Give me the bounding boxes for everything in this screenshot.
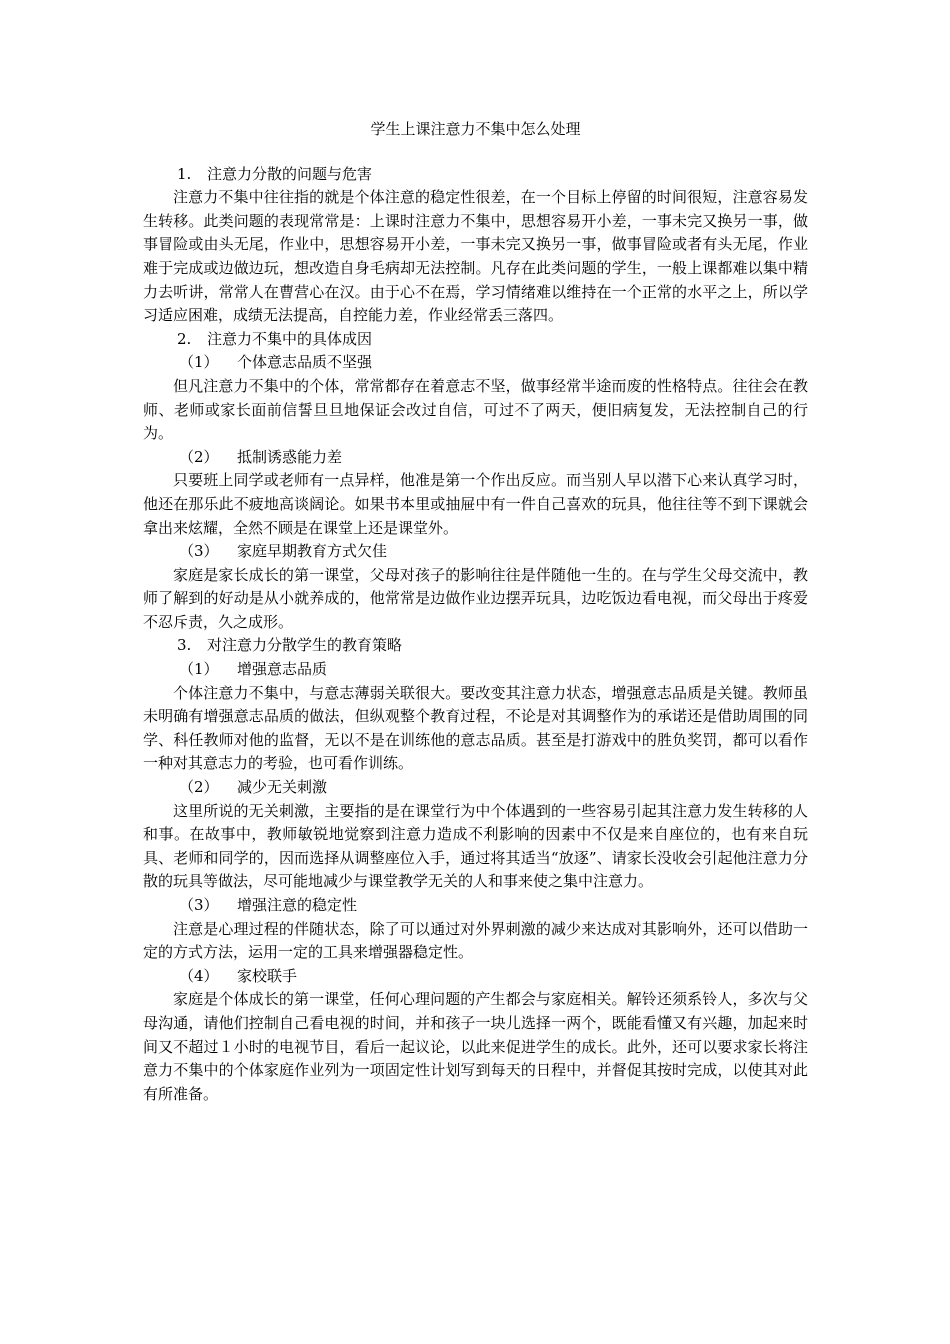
section-3-heading (143, 634, 808, 658)
subsection-heading (143, 351, 808, 375)
paragraph: 个体注意力不集中，与意志薄弱关联很大。要改变其注意力状态，增强意志品质是关键。教师虽未明确有增强意志品质的做法，但纵观整个教育过程，不论是对其调整作为的承诺还是借助周围的同学、科任教师对他的监督，无以不是在训练他的意志品质。甚至是打游戏中的胜负奖罚，都可以看作一种对其意志力的考验，也可看作训练。 (143, 683, 808, 773)
subsection-heading (143, 446, 808, 470)
paragraph: 但凡注意力不集中的个体，常常都存在着意志不坚，做事经常半途而废的性格特点。往往会在教师、老师或家长面前信誓旦旦地保证会改过自信，可过不了两天，便旧病复发，无法控制自己的行为。 (143, 376, 808, 443)
section-title: 对注意力分散学生的教育策略 (207, 636, 403, 655)
section-number: 1. (177, 164, 192, 183)
subsection-title: 个体意志品质不坚强 (237, 353, 373, 372)
subsection-title: 增强注意的稳定性 (237, 896, 358, 914)
section-title: 注意力不集中的具体成因 (207, 329, 373, 348)
page-title: 学生上课注意力不集中怎么处理 (370, 120, 581, 138)
paragraph: 注意是心理过程的伴随状态，除了可以通过对外界刺激的减少来达成对其影响外，还可以借助一定的方式方法，运用一定的工具来增强器稳定性。 (143, 919, 808, 962)
subsection-title: 家庭早期教育方式欠佳 (237, 542, 388, 561)
section-1-heading (143, 163, 808, 187)
paragraph: 只要班上同学或老师有一点异样，他准是第一个作出反应。而当别人早以潜下心来认真学习时，他还在那乐此不疲地高谈阔论。如果书本里或抽屉中有一件自己喜欢的玩具，他往往等不到下课就会拿出来炫耀，全然不顾是在课堂上还是课堂外。 (143, 471, 808, 537)
paragraph: 这里所说的无关刺激，主要指的是在课堂行为中个体遇到的一些容易引起其注意力发生转移的人和事。在故事中，教师敏锐地觉察到注意力造成不利影响的因素中不仅是来自座位的，也有来自玩具、老师和同学的，因而选择从调整座位入手，通过将其适当“放逐”、请家长没收会引起他注意力分散的玩具等做法，尽可能地减少与课堂教学无关的人和事来使之集中注意力。 (143, 801, 808, 891)
subsection-title: 抵制诱惑能力差 (237, 447, 343, 466)
subsection-heading (143, 658, 808, 682)
subsection-heading (143, 776, 808, 800)
subsection-number: （2） (179, 778, 219, 797)
subsection-number: （2） (179, 447, 219, 466)
section-2-heading (143, 328, 808, 352)
section-number: 3. (177, 636, 192, 655)
subsection-number: （1） (179, 353, 219, 372)
subsection-number: （1） (179, 660, 219, 679)
section-title: 注意力分散的问题与危害 (207, 164, 373, 183)
paragraph: 家庭是个体成长的第一课堂，任何心理问题的产生都会与家庭相关。解铃还须系铃人，多次与父母沟通，请他们控制自己看电视的时间，并和孩子一块儿选择一两个，既能看懂又有兴趣，加起来时间又不超过１小时的电视节目，看后一起议论，以此来促进学生的成长。此外，还可以要求家长将注意力不集中的个体家庭作业列为一项固定性计划写到每天的日程中，并督促其按时完成，以使其对此有所准备。 (143, 990, 808, 1103)
subsection-number: （3） (179, 542, 219, 561)
section-number: 2. (177, 329, 192, 348)
paragraph: 注意力不集中往往指的就是个体注意的稳定性很差，在一个目标上停留的时间很短，注意容易发生转移。此类问题的表现常常是：上课时注意力不集中，思想容易开小差，一事未完又换另一事，做事冒险或由头无尾，作业中，思想容易开小差，一事未完又换另一事，做事冒险或者有头无尾，作业难于完成或边做边玩，想改造自身毛病却无法控制。凡存在此类问题的学生，一般上课都难以集中精力去听讲，常常人在曹营心在汉。由于心不在焉，学习情绪难以维持在一个正常的水平之上，所以学习适应困难，成绩无法提高，自控能力差，作业经常丢三落四。 (143, 188, 808, 325)
subsection-number: （4） (179, 966, 219, 985)
subsection-heading (143, 965, 808, 989)
subsection-heading (143, 894, 808, 918)
subsection-title: 家校联手 (237, 966, 298, 985)
subsection-title: 增强意志品质 (237, 660, 328, 679)
subsection-heading (143, 540, 808, 564)
paragraph: 家庭是家长成长的第一课堂，父母对孩子的影响往往是伴随他一生的。在与学生父母交流中，教师了解到的好动是从小就养成的，他常常是边做作业边摆弄玩具，边吃饭边看电视，而父母出于疼爱不忍斥责，久之成形。 (143, 565, 808, 631)
subsection-title: 减少无关刺激 (237, 778, 328, 797)
subsection-number: （3） (179, 896, 219, 914)
document-page (143, 118, 808, 1106)
